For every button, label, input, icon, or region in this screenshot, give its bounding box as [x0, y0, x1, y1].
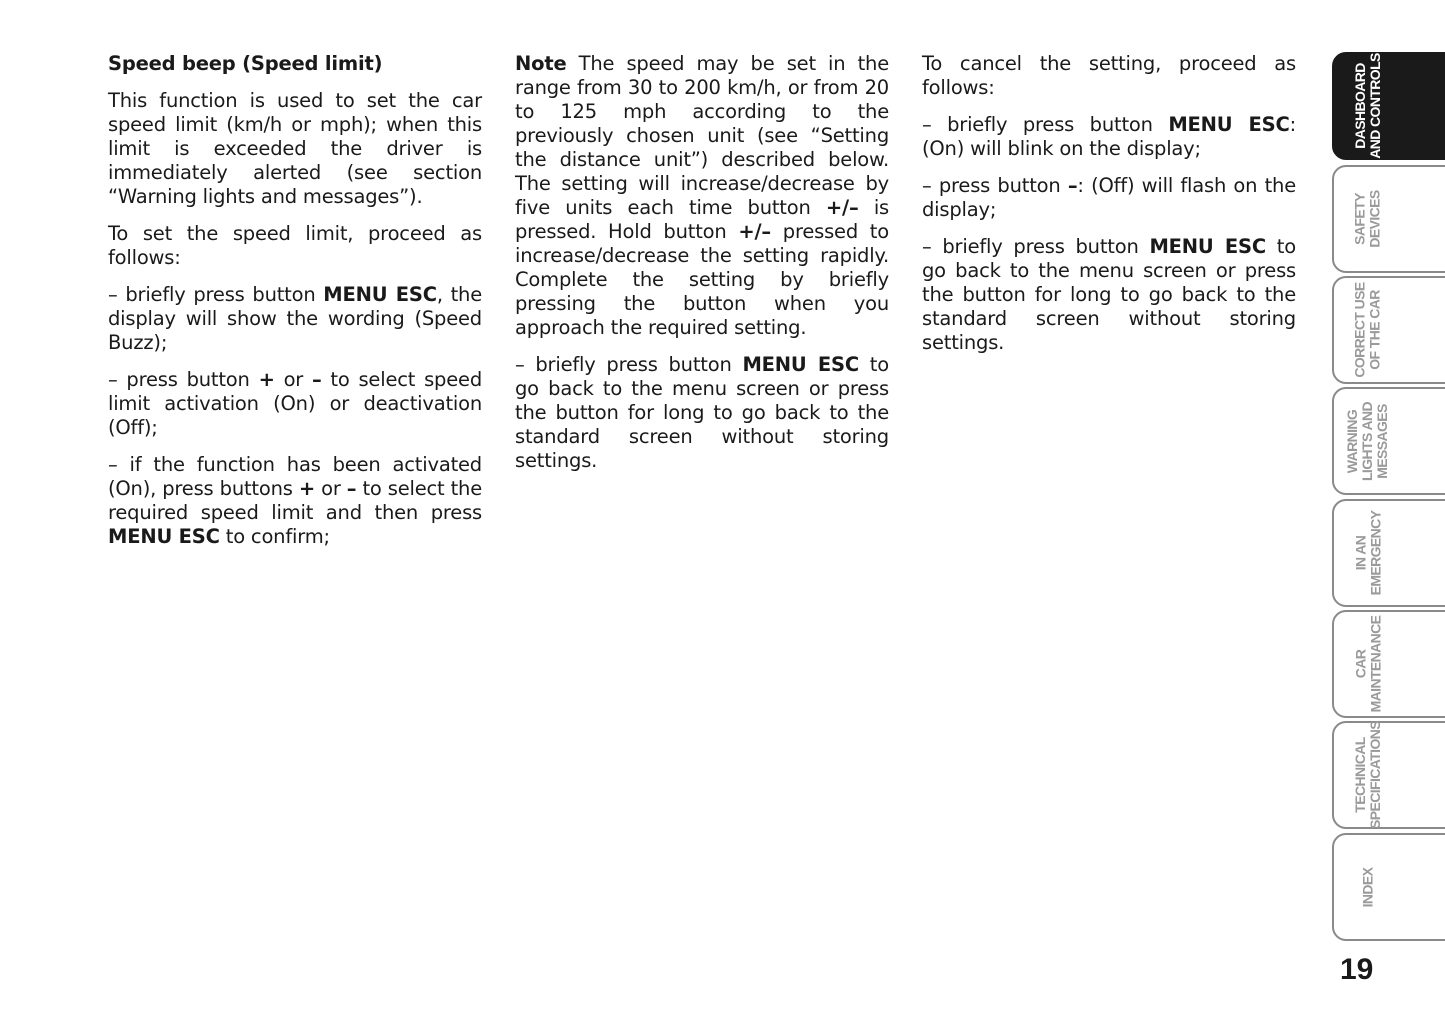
column-right [922, 52, 1296, 368]
column-left [108, 52, 482, 562]
tab-technical-specifications[interactable]: TECHNICAL SPECIFICATIONS [1332, 721, 1445, 829]
tab-correct-use-of-the-car[interactable]: CORRECT USE OF THE CAR [1332, 276, 1445, 384]
note-paragraph: Note The speed may be set in the range from 30 to 200 km/h, or from 20 to 125 mph according to the previously chosen unit (see “Setting the distance unit”) described below. The setting will increase/decrease by five units each time button +/– is pressed. Hold button +/– pressed to increase/decrease the setting rapidly. Complete the setting by briefly pressing the button when you approach the required setting. [515, 52, 889, 339]
page-number: 19 [1340, 953, 1374, 986]
column-middle [515, 52, 889, 486]
step-select-activation: – press button + or – to select speed limit activation (On) or deactivation (Off); [108, 368, 482, 439]
step-cancel-go-back: – briefly press button MENU ESC to go back to the menu screen or press the button for long to go back to the standard screen without storing settings. [922, 235, 1296, 354]
step-go-back: – briefly press button MENU ESC to go back to the menu screen or press the button for long to go back to the standard screen without storing settings. [515, 353, 889, 472]
tab-warning-lights-and-messages[interactable]: WARNING LIGHTS AND MESSAGES [1332, 387, 1445, 495]
tab-in-an-emergency[interactable]: IN AN EMERGENCY [1332, 499, 1445, 607]
step-select-limit: – if the function has been activated (On), press buttons + or – to select the required speed limit and then press MENU ESC to confirm; [108, 453, 483, 548]
step-cancel-press-minus: – press button –: (Off) will flash on the display; [922, 174, 1296, 221]
section-heading: Speed beep (Speed limit) [108, 52, 383, 75]
tab-car-maintenance[interactable]: CAR MAINTENANCE [1332, 610, 1445, 718]
tab-dashboard-and-controls[interactable]: DASHBOARD AND CONTROLS [1332, 52, 1445, 160]
note-label: Note [515, 52, 567, 75]
tab-index[interactable]: INDEX [1332, 833, 1445, 941]
paragraph-cancel: To cancel the setting, proceed as follows: [922, 52, 1296, 99]
tab-safety-devices[interactable]: SAFETY DEVICES [1332, 165, 1445, 273]
paragraph-proceed: To set the speed limit, proceed as follows: [108, 222, 482, 269]
step-cancel-press-menu-esc: – briefly press button MENU ESC: (On) will blink on the display; [922, 113, 1296, 160]
step-press-menu-esc: – briefly press button MENU ESC, the display will show the wording (Speed Buzz); [108, 283, 482, 354]
paragraph-intro: This function is used to set the car speed limit (km/h or mph); when this limit is exceeded the driver is immediately alerted (see section “Warning lights and messages”). [108, 89, 482, 208]
